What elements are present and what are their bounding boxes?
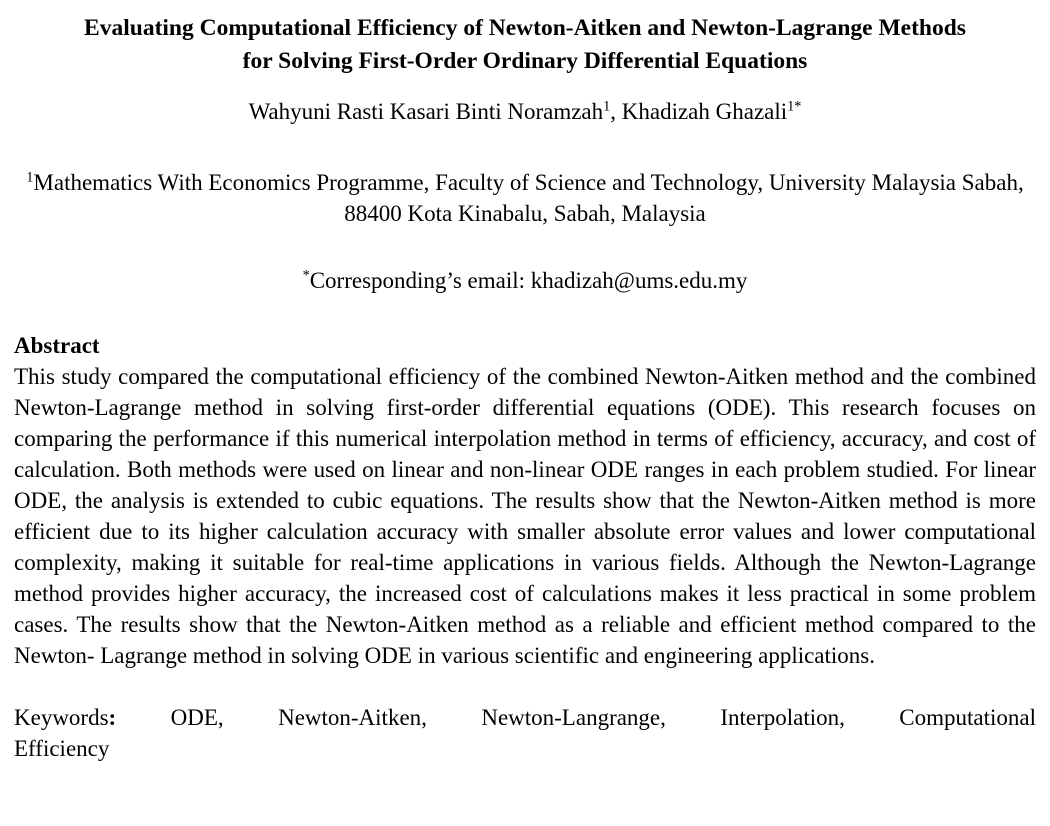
keywords-items: ODE, Newton-Aitken, Newton-Langrange, Interpolation, Computational — [170, 705, 1036, 730]
author-line — [14, 96, 1036, 127]
keywords-colon: : — [108, 705, 117, 730]
keywords-section — [14, 702, 1036, 764]
affiliation-superscript: 1 — [26, 169, 34, 186]
keywords-label: Keywords — [14, 705, 109, 730]
corresponding-email-text: Corresponding’s email: khadizah@ums.edu.my — [309, 268, 748, 293]
author-1-affiliation-mark: 1 — [603, 98, 611, 115]
keywords-line-1 — [14, 702, 1036, 733]
author-1-name: Wahyuni Rasti Kasari Binti Noramzah — [248, 99, 604, 124]
paper-title-line-2: for Solving First-Order Ordinary Differential Equations — [242, 48, 808, 74]
abstract-heading: Abstract — [14, 333, 100, 358]
abstract-body: This study compared the computational efficiency of the combined Newton-Aitken method and the combined Newton-Lagrange method in solving first-order differential equations (ODE). This research focuses on comparing the performance if this numerical interpolation method in terms of efficiency, accuracy, and cost of calculation. Both methods were used on linear and non-linear ODE ranges in each problem studied. For linear ODE, the analysis is extended to cubic equations. The results show that the Newton-Aitken method is more efficient due to its higher calculation accuracy with smaller absolute error values and lower computational complexity, making it suitable for real-time applications in various fields. Although the Newton-Lagrange method provides higher accuracy, the increased cost of calculations makes it less practical in some problem cases. The results show that the Newton-Aitken method as a reliable and efficient method compared to the Newton- Lagrange method in solving ODE in various scientific and engineering applications. — [14, 364, 1036, 668]
author-2-name: Khadizah Ghazali — [621, 99, 788, 124]
keywords-line-2: Efficiency — [14, 736, 110, 761]
affiliation-text: Mathematics With Economics Programme, Faculty of Science and Technology, University Malaysia Sabah, 88400 Kota Kinabalu, Sabah, Malaysia — [33, 170, 1024, 226]
paper-title — [14, 12, 1036, 78]
affiliation-line — [14, 167, 1036, 229]
paper-title-line-1: Evaluating Computational Efficiency of Newton-Aitken and Newton-Lagrange Methods — [84, 15, 966, 41]
author-2-affiliation-mark: 1* — [787, 98, 802, 115]
author-separator: , — [610, 99, 622, 124]
corresponding-superscript: * — [302, 267, 310, 284]
corresponding-email-line — [14, 265, 1036, 296]
